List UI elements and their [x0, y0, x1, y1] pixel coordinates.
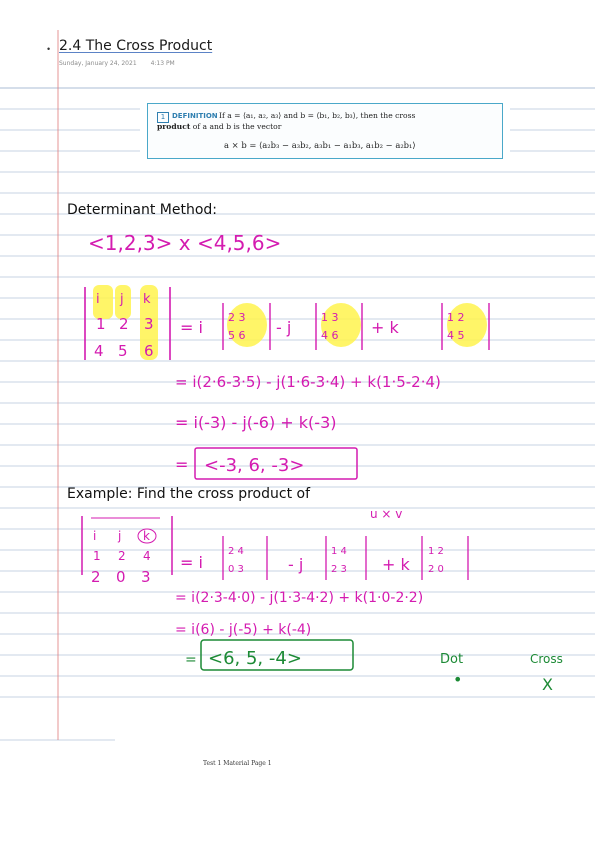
- page-title: 2.4 The Cross Product: [59, 38, 213, 54]
- definition-text-line1: If a = ⟨a₁, a₂, a₃⟩ and b = ⟨b₁, b₂, b₃⟩, then the cross: [219, 111, 416, 120]
- hw-e-plus-k: + k: [382, 555, 410, 574]
- hw-m-r3c2: 5: [118, 342, 128, 360]
- hw-minor1-top: 2 3: [228, 311, 246, 324]
- hw-e-r3c2: 0: [116, 568, 126, 586]
- hw-e-result-eq: =: [185, 652, 197, 668]
- hw-m-r3c3: 6: [144, 342, 154, 360]
- hw-e-r2c3: 4: [143, 549, 151, 563]
- hw-e-r3c3: 3: [141, 568, 151, 586]
- definition-formula: a × b = ⟨a₂b₃ − a₃b₂, a₃b₁ − a₁b₃, a₁b₂ − a₂b₁⟩: [224, 140, 416, 150]
- hw-e-j: j: [118, 529, 122, 543]
- hw-minor3-top: 1 2: [447, 311, 465, 324]
- hw-e-minus-j: - j: [288, 555, 304, 574]
- page-footer: Test 1 Material Page 1: [203, 760, 272, 767]
- definition-number: 1: [157, 112, 169, 123]
- hw-e-r3c1: 2: [91, 568, 101, 586]
- hw-dot-label: Dot: [440, 652, 464, 667]
- hw-cross-symbol: X: [542, 675, 553, 694]
- hw-plus-k: + k: [371, 318, 399, 337]
- hw-m-r2c3: 3: [144, 315, 154, 333]
- definition-line2-rest: of a and b is the vector: [190, 122, 282, 131]
- hw-step1: = i(2·6-3·5) - j(1·6-3·4) + k(1·5-2·4): [175, 373, 441, 391]
- hw-e-step2: = i(6) - j(-5) + k(-4): [175, 622, 312, 638]
- hw-e-r2c1: 1: [93, 549, 101, 563]
- hw-result: <-3, 6, -3>: [204, 455, 305, 476]
- hw-minor2-top: 1 3: [321, 311, 339, 324]
- hw-e-i: i: [93, 529, 97, 543]
- hw-minor1-bottom: 5 6: [228, 329, 246, 342]
- heading-example: Example: Find the cross product of: [67, 486, 311, 502]
- hw-e-r2c2: 2: [118, 549, 126, 563]
- hw-m-k: k: [143, 292, 151, 307]
- hw-uxv: u × v: [370, 507, 403, 521]
- hw-m-r2c2: 2: [119, 315, 129, 333]
- definition-bold-word: product: [157, 122, 191, 131]
- hw-minor3-bottom: 4 5: [447, 329, 465, 342]
- hw-m-r3c1: 4: [94, 342, 104, 360]
- hw-step2: = i(-3) - j(-6) + k(-3): [175, 413, 337, 432]
- hw-vectors: <1,2,3> x <4,5,6>: [88, 231, 282, 255]
- hw-e-step1: = i(2·3-4·0) - j(1·3-4·2) + k(1·0-2·2): [175, 590, 424, 606]
- definition-label: DEFINITION: [172, 112, 218, 120]
- hw-e-result: <6, 5, -4>: [208, 648, 302, 669]
- hw-minus-j: - j: [276, 318, 292, 337]
- page-time: 4:13 PM: [150, 60, 175, 67]
- hw-e-minor3-top: 1 2: [428, 546, 444, 557]
- hw-e-minor1-bottom: 0 3: [228, 564, 244, 575]
- hw-e-minor1-top: 2 4: [228, 546, 244, 557]
- hw-expansion-eq: = i: [180, 318, 203, 337]
- hw-dot-symbol: •: [453, 670, 463, 689]
- heading-determinant-method: Determinant Method:: [67, 202, 218, 218]
- hw-m-j: j: [120, 292, 124, 307]
- hw-result-eq: =: [175, 455, 189, 474]
- hw-m-r2c1: 1: [96, 315, 106, 333]
- hw-e-k: k: [143, 529, 150, 543]
- hw-e-minor2-top: 1 4: [331, 546, 347, 557]
- hw-e-minor3-bottom: 2 0: [428, 564, 444, 575]
- hw-e-eq: = i: [180, 553, 203, 572]
- hw-e-minor2-bottom: 2 3: [331, 564, 347, 575]
- hw-cross-label: Cross: [530, 652, 563, 666]
- hw-minor2-bottom: 4 6: [321, 329, 339, 342]
- bullet: •: [47, 44, 51, 54]
- page-date: Sunday, January 24, 2021: [59, 60, 137, 67]
- hw-m-i: i: [96, 292, 100, 307]
